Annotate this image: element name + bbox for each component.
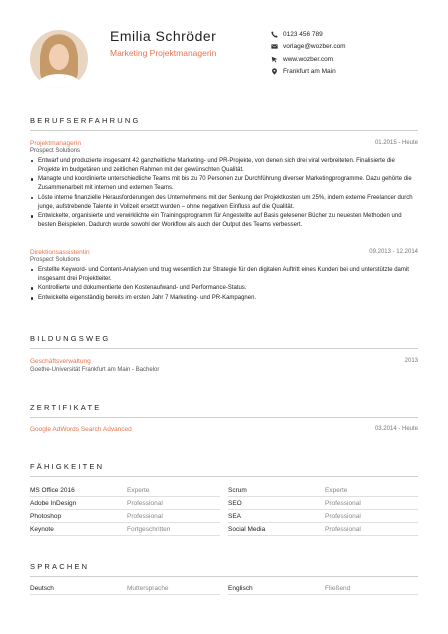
skill-name: SEA — [228, 513, 242, 520]
section-title-skills: FÄHIGKEITEN — [30, 462, 105, 471]
experience-title: Direktionsassistentin — [30, 249, 90, 256]
education-date: 2013 — [404, 358, 418, 364]
skill-level: Professional — [127, 500, 163, 507]
section-divider — [30, 576, 418, 577]
section-title-certificates: ZERTIFIKATE — [30, 403, 102, 412]
phone-icon — [270, 30, 278, 38]
skill-level: Professional — [325, 526, 361, 533]
language-divider — [228, 594, 418, 595]
profile-name: Emilia Schröder — [110, 28, 217, 44]
list-item: Entwarf und produzierte insgesamt 42 ganzheitliche Marketing- und PR-Projekte, von denen sich drei viral verbreiteten. Finalisierte die Projekte im budgetären und zeitlichen Rahmen mit der gewünschten Qualität. — [30, 157, 418, 174]
skill-name: Adobe InDesign — [30, 500, 77, 507]
skill-level: Professional — [325, 513, 361, 520]
contact-phone — [270, 28, 346, 41]
section-title-languages: SPRACHEN — [30, 562, 90, 571]
contact-location-text: Frankfurt am Main — [283, 68, 336, 76]
list-item: Erstellte Keyword- und Content-Analysen und trug wesentlich zur Strategie für den digitalen Auftritt eines Kunden bei und unterstützte damit insgesamt drei Projektleiter. — [30, 266, 418, 283]
skill-divider — [228, 535, 418, 536]
contact-website — [270, 53, 346, 66]
section-divider — [30, 476, 418, 477]
skill-divider — [228, 496, 418, 497]
language-level: Fließend — [325, 585, 351, 592]
certificate-title: Google AdWords Search Advanced — [30, 426, 132, 433]
experience-company: Prospect Solutions — [30, 148, 81, 154]
skill-divider — [30, 509, 220, 510]
contact-list — [270, 28, 346, 78]
section-title-education: BILDUNGSWEG — [30, 334, 111, 343]
list-item: Kontrollierte und dokumentierte den Kostenaufwand- und Performance-Status. — [30, 284, 418, 293]
skill-divider — [30, 496, 220, 497]
section-divider — [30, 417, 418, 418]
skill-name: Social Media — [228, 526, 266, 533]
experience-date: 09.2013 - 12.2014 — [369, 249, 418, 255]
profile-role: Marketing Projektmanagerin — [110, 48, 217, 58]
contact-email-text: vorlage@wozber.com — [283, 43, 346, 51]
education-school: Goethe-Universität Frankfurt am Main - Bachelor — [30, 367, 160, 373]
location-pin-icon — [270, 68, 278, 76]
skill-name: Scrum — [228, 487, 247, 494]
cursor-icon — [270, 55, 278, 63]
skill-divider — [228, 522, 418, 523]
skill-level: Professional — [127, 513, 163, 520]
experience-bullets — [30, 157, 418, 231]
skill-level: Fortgeschritten — [127, 526, 171, 533]
language-name: Englisch — [228, 585, 253, 592]
skill-level: Experte — [325, 487, 348, 494]
skill-divider — [30, 522, 220, 523]
profile-photo — [30, 30, 88, 88]
section-title-experience: BERUFSERFAHRUNG — [30, 116, 141, 125]
skill-divider — [228, 509, 418, 510]
education-title: Geschäftsverwaltung — [30, 358, 91, 365]
list-item: Entwickelte, organisierte und verwirklichte ein Trainingsprogramm für Angestellte auf Basis gelesener Bücher zu neuesten Methoden und besten Beispielen. Dadurch wurde sowohl der Workflow als auch der Output des Teams verbessert. — [30, 212, 418, 229]
skill-name: Photoshop — [30, 513, 62, 520]
skill-level: Experte — [127, 487, 150, 494]
contact-email — [270, 41, 346, 54]
experience-date: 01.2015 - Heute — [374, 140, 418, 146]
list-item: Managte und koordinierte unterschiedliche Teams mit bis zu 70 Personen zur Durchführung diverser Marketingprogramme. Dazu gehörte die Zusammenarbeit mit internen und externen Teams. — [30, 175, 418, 192]
resume-header — [0, 0, 448, 100]
skill-name: MS Office 2016 — [30, 487, 75, 494]
experience-company: Prospect Solutions — [30, 257, 81, 263]
skill-name: SEO — [228, 500, 242, 507]
list-item: Entwickelte eigenständig bereits im ersten Jahr 7 Marketing- und PR-Kampagnen. — [30, 294, 418, 303]
experience-title: Projektmanagerin — [30, 140, 81, 147]
skill-name: Keynote — [30, 526, 54, 533]
language-level: Muttersprache — [127, 585, 169, 592]
section-divider — [30, 348, 418, 349]
skill-level: Professional — [325, 500, 361, 507]
section-divider — [30, 130, 418, 131]
language-name: Deutsch — [30, 585, 54, 592]
contact-phone-text: 0123 456 789 — [283, 30, 323, 38]
certificate-date: 03.2014 - Heute — [374, 426, 418, 432]
list-item: Löste interne finanzielle Herausforderungen des Unternehmens mit der Senkung der Projektkosten um 25%, indem externe Freelancer durch junge, aufstrebende Talente in Vollzeit ersetzt wurden – ohne negativen Einfluss auf die Qualität. — [30, 194, 418, 211]
contact-website-text: www.wozber.com — [283, 55, 334, 63]
experience-bullets — [30, 266, 418, 304]
mail-icon — [270, 43, 278, 51]
skill-divider — [30, 535, 220, 536]
contact-location — [270, 66, 346, 79]
language-divider — [30, 594, 220, 595]
